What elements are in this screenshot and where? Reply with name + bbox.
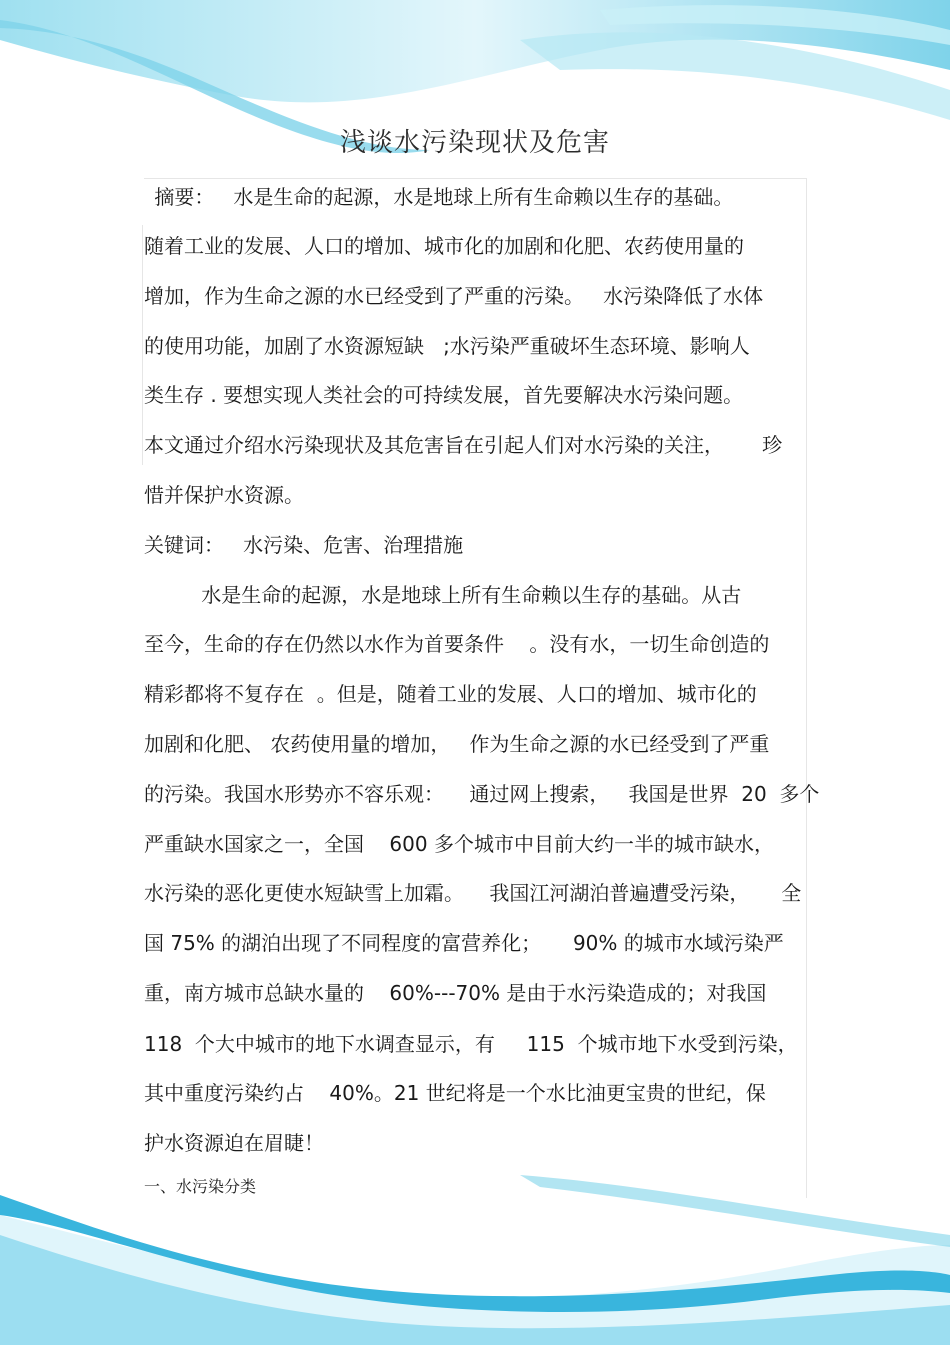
abstract-line: 本文通过介绍水污染现状及其危害旨在引起人们对水污染的关注， 珍 [144, 433, 783, 457]
abstract-line: 随着工业的发展、人口的增加、城市化的加剧和化肥、农药使用量的 [144, 234, 744, 258]
frame-right-line [806, 178, 807, 1198]
body-line: 重，南方城市总缺水量的 60%---70% 是由于水污染造成的；对我国 [144, 981, 767, 1005]
body-line: 水是生命的起源，水是地球上所有生命赖以生存的基础。从古 [144, 583, 742, 607]
abstract-line: 增加，作为生命之源的水已经受到了严重的污染。 水污染降低了水体 [144, 284, 764, 308]
section-heading: 一、水污染分类 [144, 1177, 257, 1196]
body-line: 118 个大中城市的地下水调查显示，有 115 个城市地下水受到污染， [144, 1032, 798, 1056]
frame-top-line [144, 178, 807, 179]
abstract-line: 类生存 . 要想实现人类社会的可持续发展，首先要解决水污染问题。 [144, 383, 744, 407]
body-line: 加剧和化肥、 农药使用量的增加， 作为生命之源的水已经受到了严重 [144, 732, 770, 756]
abstract-line: 惜并保护水资源。 [144, 483, 304, 507]
body-line: 护水资源迫在眉睫！ [144, 1131, 324, 1155]
document-title: 浅谈水污染现状及危害 [339, 128, 610, 158]
body-line: 精彩都将不复存在 。但是，随着工业的发展、人口的增加、城市化的 [144, 682, 757, 706]
body-line: 的污染。我国水形势亦不容乐观： 通过网上搜索， 我国是世界 20 多个 [144, 782, 820, 806]
body-line: 其中重度污染约占 40%。21 世纪将是一个水比油更宝贵的世纪，保 [144, 1081, 766, 1105]
keywords-line: 关键词： 水污染、危害、治理措施 [144, 533, 464, 557]
body-line: 国 75% 的湖泊出现了不同程度的富营养化； 90% 的城市水域污染严 [144, 931, 784, 955]
abstract-line: 的使用功能，加剧了水资源短缺 ;水污染严重破坏生态环境、影响人 [144, 334, 750, 358]
abstract-line: 摘要： 水是生命的起源，水是地球上所有生命赖以生存的基础。 [148, 185, 734, 209]
body-line: 严重缺水国家之一，全国 600 多个城市中目前大约一半的城市缺水， [144, 832, 774, 856]
body-line: 至今，生命的存在仍然以水作为首要条件 。没有水，一切生命创造的 [144, 632, 770, 656]
body-line: 水污染的恶化更使水短缺雪上加霜。 我国江河湖泊普遍遭受污染， 全 [144, 881, 802, 905]
bottom-wave-decoration [0, 1175, 950, 1345]
frame-left-line [142, 225, 143, 465]
